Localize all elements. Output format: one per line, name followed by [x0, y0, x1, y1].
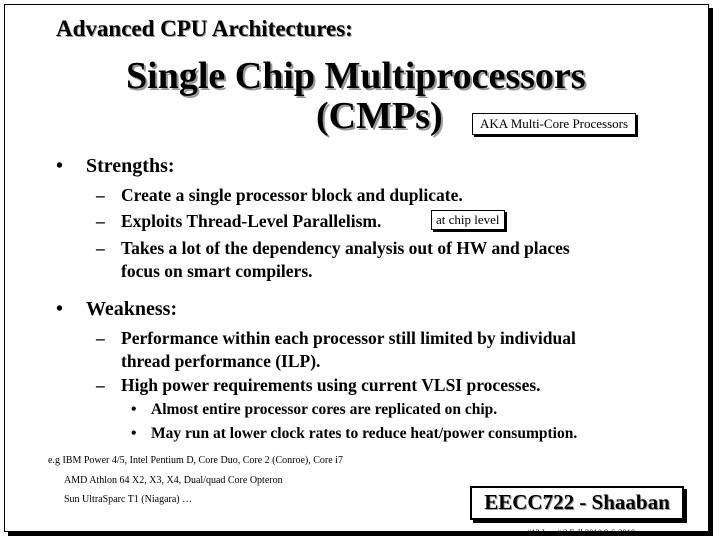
sub-list-item-text: Almost entire processor cores are replicated on chip. [151, 401, 498, 418]
list-item-text: Create a single processor block and duplicate. [121, 185, 463, 205]
dash-icon: – [96, 211, 105, 231]
aka-note-box: AKA Multi-Core Processors [472, 113, 636, 135]
list-item-text: Takes a lot of the dependency analysis out of HW and places [121, 238, 570, 258]
list-item-text: thread performance (ILP). [121, 351, 321, 371]
dash-icon: – [96, 238, 105, 258]
bullet-icon: • [131, 401, 137, 418]
sub-list-item-text: May run at lower clock rates to reduce heat/power consumption. [151, 425, 578, 442]
bullet-icon: • [131, 425, 137, 442]
slide-title: Single Chip Multiprocessors [126, 55, 586, 97]
bullet-icon: • [56, 155, 64, 177]
dash-icon: – [96, 328, 105, 348]
course-header: Advanced CPU Architectures: [56, 16, 353, 41]
strengths-heading-text: Strengths: [86, 155, 175, 177]
sub-list-item [131, 425, 577, 443]
list-item-text: Exploits Thread-Level Parallelism. [121, 211, 382, 231]
list-item [96, 374, 656, 397]
bullet-icon: • [56, 298, 64, 320]
chip-level-note: at chip level [431, 210, 505, 230]
list-item [96, 210, 426, 233]
example-line: Sun UltraSparc T1 (Niagara) … [64, 494, 193, 505]
dash-icon: – [96, 375, 105, 395]
slide-footer: #13 Lec # 2 Fall 2010 9-6-2010 [527, 527, 636, 537]
list-item [96, 237, 656, 283]
example-line: e.g IBM Power 4/5, Intel Pentium D, Core Duo, Core 2 (Conroe), Core i7 [48, 455, 343, 466]
slide-title-cmps: (CMPs) [316, 95, 443, 137]
strengths-heading [56, 155, 175, 178]
list-item-text: focus on smart compilers. [121, 261, 313, 281]
course-badge: EECC722 - Shaaban [470, 486, 684, 520]
weakness-heading [56, 298, 177, 321]
list-item-text: High power requirements using current VLSI processes. [121, 375, 541, 395]
sub-list-item [131, 401, 497, 419]
dash-icon: – [96, 185, 105, 205]
example-line: AMD Athlon 64 X2, X3, X4, Dual/quad Core Opteron [64, 475, 283, 486]
list-item-text: Performance within each processor still limited by individual [121, 328, 576, 348]
list-item [96, 327, 656, 373]
list-item [96, 184, 656, 207]
weakness-heading-text: Weakness: [86, 298, 178, 320]
